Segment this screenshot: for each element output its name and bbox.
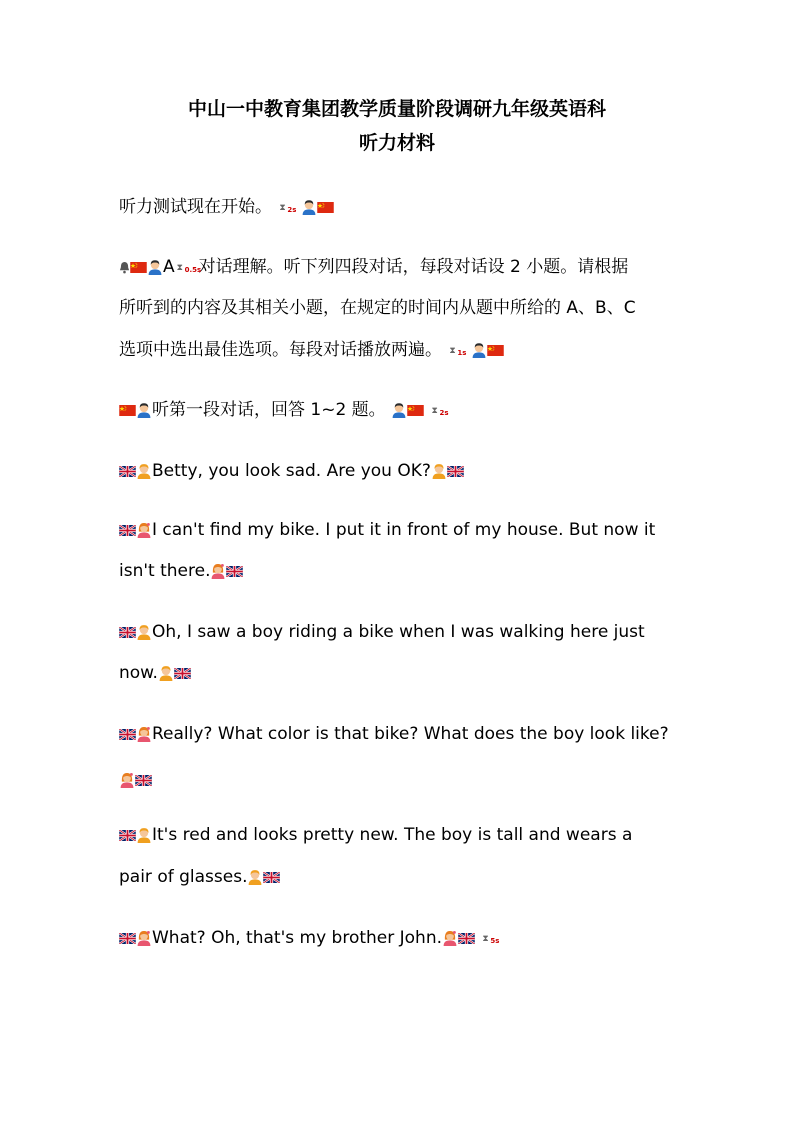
boy-speaker-icon (136, 624, 152, 640)
dialogue-text: pair of glasses. (119, 867, 248, 887)
uk-flag-icon (119, 627, 136, 638)
man-speaker-icon (391, 402, 407, 418)
dialogue-line-5b (119, 865, 280, 889)
hourglass-icon: ⧗ 2s (279, 203, 297, 214)
paragraph-start (119, 195, 334, 219)
uk-flag-icon (119, 933, 136, 944)
document-subtitle: 听力材料 (358, 132, 435, 154)
china-flag-icon (317, 202, 334, 213)
uk-flag-icon (226, 566, 243, 577)
uk-flag-icon (458, 933, 475, 944)
girl-speaker-icon (136, 726, 152, 742)
uk-flag-icon (174, 668, 191, 679)
uk-flag-icon (447, 466, 464, 477)
dialogue-text: Really? What color is that bike? What does the boy look like? (152, 724, 669, 744)
girl-speaker-icon (442, 930, 458, 946)
dialogue-text: Betty, you look sad. Are you OK? (152, 461, 431, 481)
dialogue-line-6 (119, 926, 498, 950)
dialogue-text: now. (119, 663, 158, 683)
dialogue-text: What? Oh, that's my brother John. (152, 928, 443, 948)
dialog1-intro-text: 听第一段对话，回答 1~2 题。 (152, 400, 386, 420)
dialogue-line-2a (119, 518, 655, 542)
dialogue-text: Oh, I saw a boy riding a bike when I was walking here just (152, 622, 645, 642)
man-speaker-icon (147, 259, 163, 275)
china-flag-icon (119, 405, 136, 416)
uk-flag-icon (119, 830, 136, 841)
hourglass-icon: ⧗ 1s (449, 346, 467, 357)
section-letter: A (163, 257, 175, 277)
china-flag-icon (407, 405, 424, 416)
dialogue-line-3b (119, 661, 191, 685)
dialogue-text: I can't find my bike. I put it in front of my house. But now it (152, 520, 656, 540)
start-text: 听力测试现在开始。 (119, 197, 272, 217)
bell-icon (119, 261, 130, 274)
hourglass-icon: ⧗ 2s (431, 406, 449, 417)
dialogue-line-4a (119, 722, 669, 746)
uk-flag-icon (119, 525, 136, 536)
uk-flag-icon (119, 729, 136, 740)
girl-speaker-icon (136, 930, 152, 946)
girl-speaker-icon (210, 563, 226, 579)
section-a-line3 (119, 338, 504, 362)
section-a-text-3: 选项中选出最佳选项。每段对话播放两遍。 (119, 340, 442, 360)
boy-speaker-icon (158, 665, 174, 681)
uk-flag-icon (119, 466, 136, 477)
dialogue-text: It's red and looks pretty new. The boy is tall and wears a (152, 825, 633, 845)
section-a-line2 (119, 296, 636, 320)
boy-speaker-icon (247, 869, 263, 885)
man-speaker-icon (471, 342, 487, 358)
dialogue-line-1 (119, 459, 464, 483)
dialogue-line-4b (119, 768, 152, 792)
hourglass-icon: ⧗ 5s (482, 934, 500, 945)
uk-flag-icon (135, 775, 152, 786)
china-flag-icon (130, 262, 147, 273)
man-speaker-icon (301, 199, 317, 215)
dialog1-intro (119, 398, 448, 422)
hourglass-icon: ⧗ 0.5s (176, 263, 202, 274)
girl-speaker-icon (119, 772, 135, 788)
dialogue-line-3a (119, 620, 645, 644)
section-a-text-1: 对话理解。听下列四段对话，每段对话设 2 小题。请根据 (198, 257, 629, 277)
china-flag-icon (487, 345, 504, 356)
boy-speaker-icon (431, 463, 447, 479)
girl-speaker-icon (136, 522, 152, 538)
dialogue-text: isn't there. (119, 561, 211, 581)
uk-flag-icon (263, 872, 280, 883)
section-a-line1 (119, 255, 628, 279)
section-a-text-2: 所听到的内容及其相关小题，在规定的时间内从题中所给的 A、B、C (119, 298, 636, 318)
boy-speaker-icon (136, 827, 152, 843)
dialogue-line-5a (119, 823, 632, 847)
boy-speaker-icon (136, 463, 152, 479)
document-title: 中山一中教育集团教学质量阶段调研九年级英语科 (187, 98, 606, 120)
man-speaker-icon (136, 402, 152, 418)
dialogue-line-2b (119, 559, 243, 583)
